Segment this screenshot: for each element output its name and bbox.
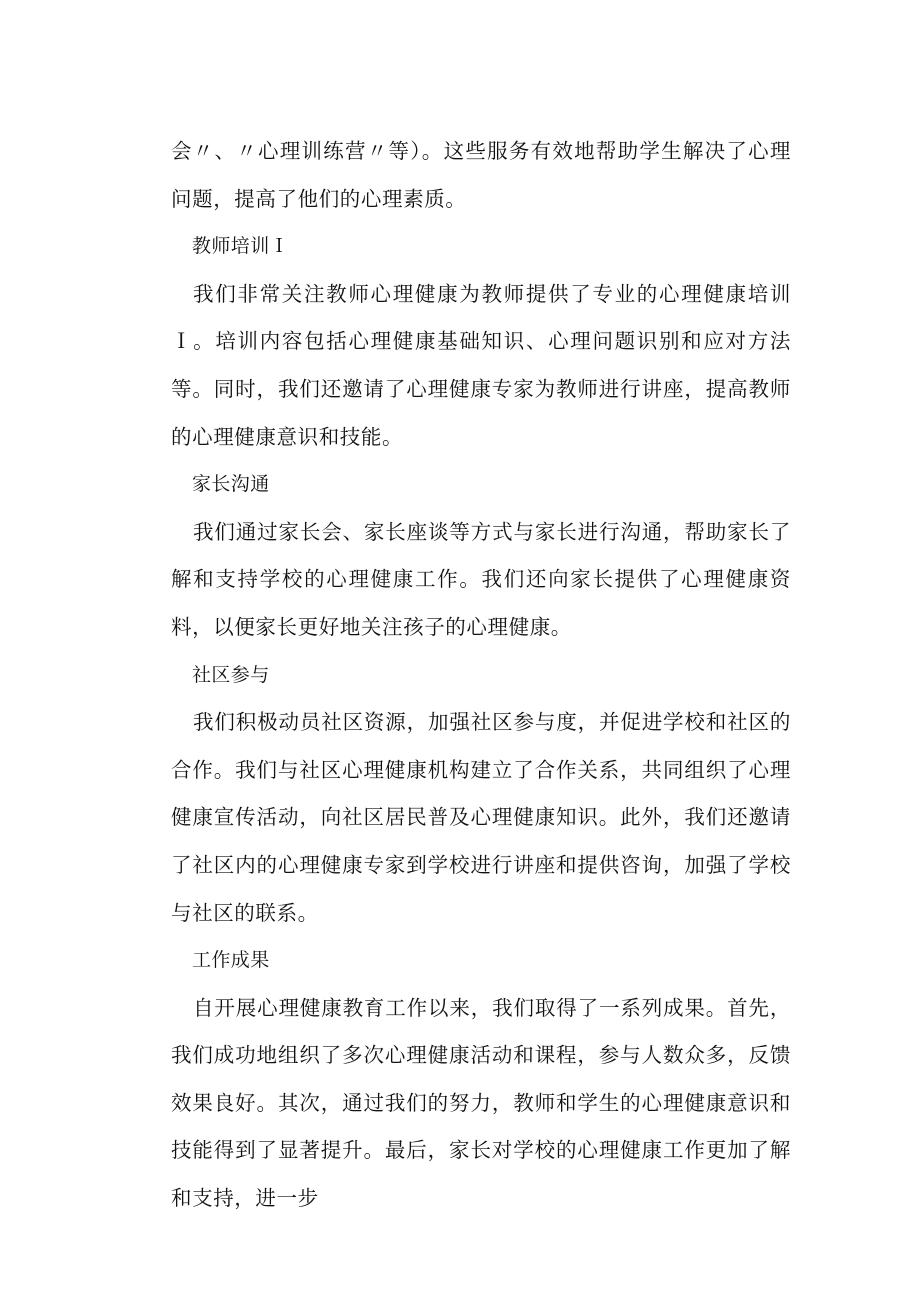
section-body-work-results: 自开展心理健康教育工作以来，我们取得了一系列成果。首先，我们成功地组织了多次心理健康活动和课程，参与人数众多，反馈效果良好。其次，通过我们的努力，教师和学生的心理健康意识和技能得到了显著提升。最后，家长对学校的心理健康工作更加了解和支持，进一步 xyxy=(171,995,791,1211)
document-page xyxy=(171,128,791,1223)
section-body-parent-communication: 我们通过家长会、家长座谈等方式与家长进行沟通，帮助家长了解和支持学校的心理健康工作。我们还向家长提供了心理健康资料，以便家长更好地关注孩子的心理健康。 xyxy=(171,519,791,639)
section-heading-work-results: 工作成果 xyxy=(192,949,270,972)
intro-paragraph: 会〃、〃心理训练营〃等）。这些服务有效地帮助学生解决了心理问题，提高了他们的心理素质。 xyxy=(171,139,791,211)
section-heading-parent-communication: 家长沟通 xyxy=(192,473,270,496)
section-body-teacher-training: 我们非常关注教师心理健康为教师提供了专业的心理健康培训Ｉ。培训内容包括心理健康基础知识、心理问题识别和应对方法等。同时，我们还邀请了心理健康专家为教师进行讲座，提高教师的心理健康意识和技能。 xyxy=(171,281,791,449)
section-body-community-participation: 我们积极动员社区资源，加强社区参与度，并促进学校和社区的合作。我们与社区心理健康机构建立了合作关系，共同组织了心理健康宣传活动，向社区居民普及心理健康知识。此外，我们还邀请了社区内的心理健康专家到学校进行讲座和提供咨询，加强了学校与社区的联系。 xyxy=(171,710,791,925)
section-heading-teacher-training: 教师培训Ｉ xyxy=(192,235,290,258)
section-heading-community-participation: 社区参与 xyxy=(192,663,270,686)
